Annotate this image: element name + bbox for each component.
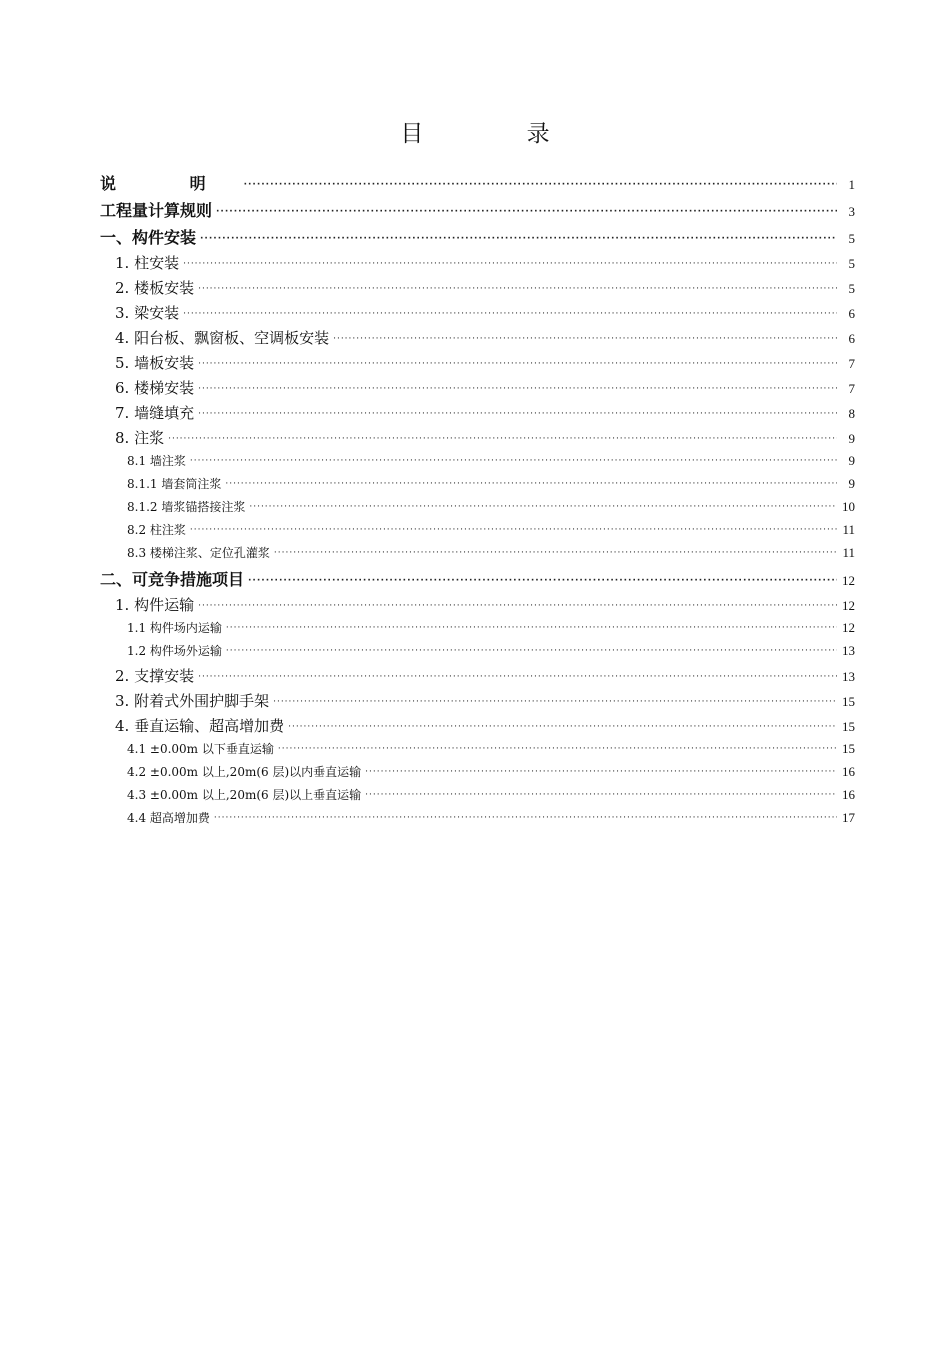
toc-dot-leader [244,181,837,190]
toc-entry[interactable] [100,327,855,352]
toc-page-number: 9 [848,431,855,446]
toc-entry[interactable] [100,521,855,544]
toc-dot-leader [225,480,837,489]
toc-dot-leader [200,235,837,244]
toc-entry[interactable] [100,763,855,786]
toc-page-number: 9 [848,453,855,468]
toc-entry-label: 1.1 构件场内运输 [127,621,222,635]
toc-entry[interactable] [100,475,855,498]
toc-dot-leader [288,723,837,732]
toc-entry[interactable] [100,567,855,594]
toc-entry[interactable] [100,740,855,763]
toc-entry[interactable] [100,427,855,452]
toc-dot-leader [198,385,837,394]
toc-entry-label: 8.1 墙注浆 [127,454,186,468]
toc-dot-leader [249,503,837,512]
toc-dot-leader [198,673,837,682]
toc-page-number: 5 [848,256,855,271]
toc-entry-label: 1.2 构件场外运输 [127,644,222,658]
toc-entry[interactable] [100,498,855,521]
toc-dot-leader [226,624,837,633]
toc-entry-label: 1. 柱安装 [115,254,180,272]
toc-entry-label: 6. 楼梯安装 [115,379,195,397]
toc-entry-label: 3. 附着式外围护脚手架 [115,692,270,710]
toc-entry[interactable] [100,402,855,427]
toc-page-number: 7 [848,381,855,396]
toc-dot-leader [198,602,837,611]
toc-dot-leader [198,410,837,419]
toc-dot-leader [365,791,837,800]
toc-entry-label: 7. 墙缝填充 [115,404,195,422]
toc-page-number: 3 [848,204,855,219]
toc-page-number: 15 [842,741,855,756]
toc-dot-leader [216,208,837,217]
toc-entry[interactable] [100,786,855,809]
toc-entry[interactable] [100,619,855,642]
toc-page-number: 15 [842,694,855,709]
toc-entry-label: 1. 构件运输 [115,596,195,614]
toc-page-number: 16 [842,787,855,802]
toc-dot-leader [168,435,837,444]
toc-entry-label: 8.2 柱注浆 [127,523,186,537]
page-title: 目 录 [400,121,598,147]
toc-entry[interactable] [100,171,855,198]
toc-dot-leader [278,745,837,754]
toc-entry[interactable] [100,594,855,619]
toc-entry[interactable] [100,809,855,832]
toc-page-number: 1 [848,177,855,192]
toc-entry[interactable] [100,352,855,377]
toc-page-number: 12 [842,598,855,613]
toc-page-number: 9 [848,476,855,491]
toc-entry-label: 4.3 ±0.00m 以上,20m(6 层)以上垂直运输 [127,788,362,802]
toc-dot-leader [198,360,837,369]
toc-page-number: 15 [842,719,855,734]
toc-dot-leader [183,260,837,269]
toc-page-number: 17 [842,810,855,825]
toc-entry[interactable] [100,225,855,252]
toc-entry[interactable] [100,544,855,567]
toc-entry[interactable] [100,198,855,225]
toc-dot-leader [333,335,837,344]
toc-entry-label: 说 明 [100,174,240,193]
toc-page-number: 10 [842,499,855,514]
toc-entry[interactable] [100,302,855,327]
toc-entry-label: 一、构件安装 [100,228,197,247]
toc-page-number: 5 [848,231,855,246]
toc-page-number: 13 [842,669,855,684]
toc-dot-leader [274,549,837,558]
toc-entry-label: 3. 梁安装 [115,304,180,322]
toc-dot-leader [190,526,837,535]
toc-entry-label: 8.1.2 墙浆锚搭接注浆 [127,500,246,514]
toc-entry-label: 4.4 超高增加费 [127,811,210,825]
toc-page-number: 12 [842,620,855,635]
toc-page-number: 11 [842,545,855,560]
toc-entry-label: 8.1.1 墙套筒注浆 [127,477,222,491]
toc-page-number: 6 [848,306,855,321]
toc-dot-leader [214,814,837,823]
toc-page-number: 12 [842,573,855,588]
toc-dot-leader [198,285,837,294]
toc-entry-label: 二、可竞争措施项目 [100,570,245,589]
toc-dot-leader [248,577,837,586]
toc-entry-label: 4. 垂直运输、超高增加费 [115,717,285,735]
toc-entry[interactable] [100,277,855,302]
toc-entry[interactable] [100,642,855,665]
toc-dot-leader [273,698,837,707]
toc-dot-leader [226,647,837,656]
toc-entry-label: 8.3 楼梯注浆、定位孔灌浆 [127,546,270,560]
toc-entry[interactable] [100,377,855,402]
toc-entry-label: 4.2 ±0.00m 以上,20m(6 层)以内垂直运输 [127,765,362,779]
toc-page-number: 11 [842,522,855,537]
toc-page-number: 7 [848,356,855,371]
toc-dot-leader [190,457,837,466]
toc-page-number: 5 [848,281,855,296]
table-of-contents [100,171,855,832]
toc-entry[interactable] [100,665,855,690]
toc-entry-label: 2. 支撑安装 [115,667,195,685]
toc-entry[interactable] [100,252,855,277]
toc-entry[interactable] [100,690,855,715]
toc-entry[interactable] [100,715,855,740]
toc-entry-label: 工程量计算规则 [100,201,213,220]
toc-page-number: 6 [848,331,855,346]
toc-entry-label: 5. 墙板安装 [115,354,195,372]
toc-page-number: 16 [842,764,855,779]
toc-entry[interactable] [100,452,855,475]
toc-dot-leader [183,310,837,319]
toc-entry-label: 8. 注浆 [115,429,165,447]
toc-entry-label: 4. 阳台板、飘窗板、空调板安装 [115,329,330,347]
toc-entry-label: 4.1 ±0.00m 以下垂直运输 [127,742,274,756]
toc-entry-label: 2. 楼板安装 [115,279,195,297]
toc-page-number: 13 [842,643,855,658]
toc-dot-leader [365,768,837,777]
toc-page-number: 8 [848,406,855,421]
